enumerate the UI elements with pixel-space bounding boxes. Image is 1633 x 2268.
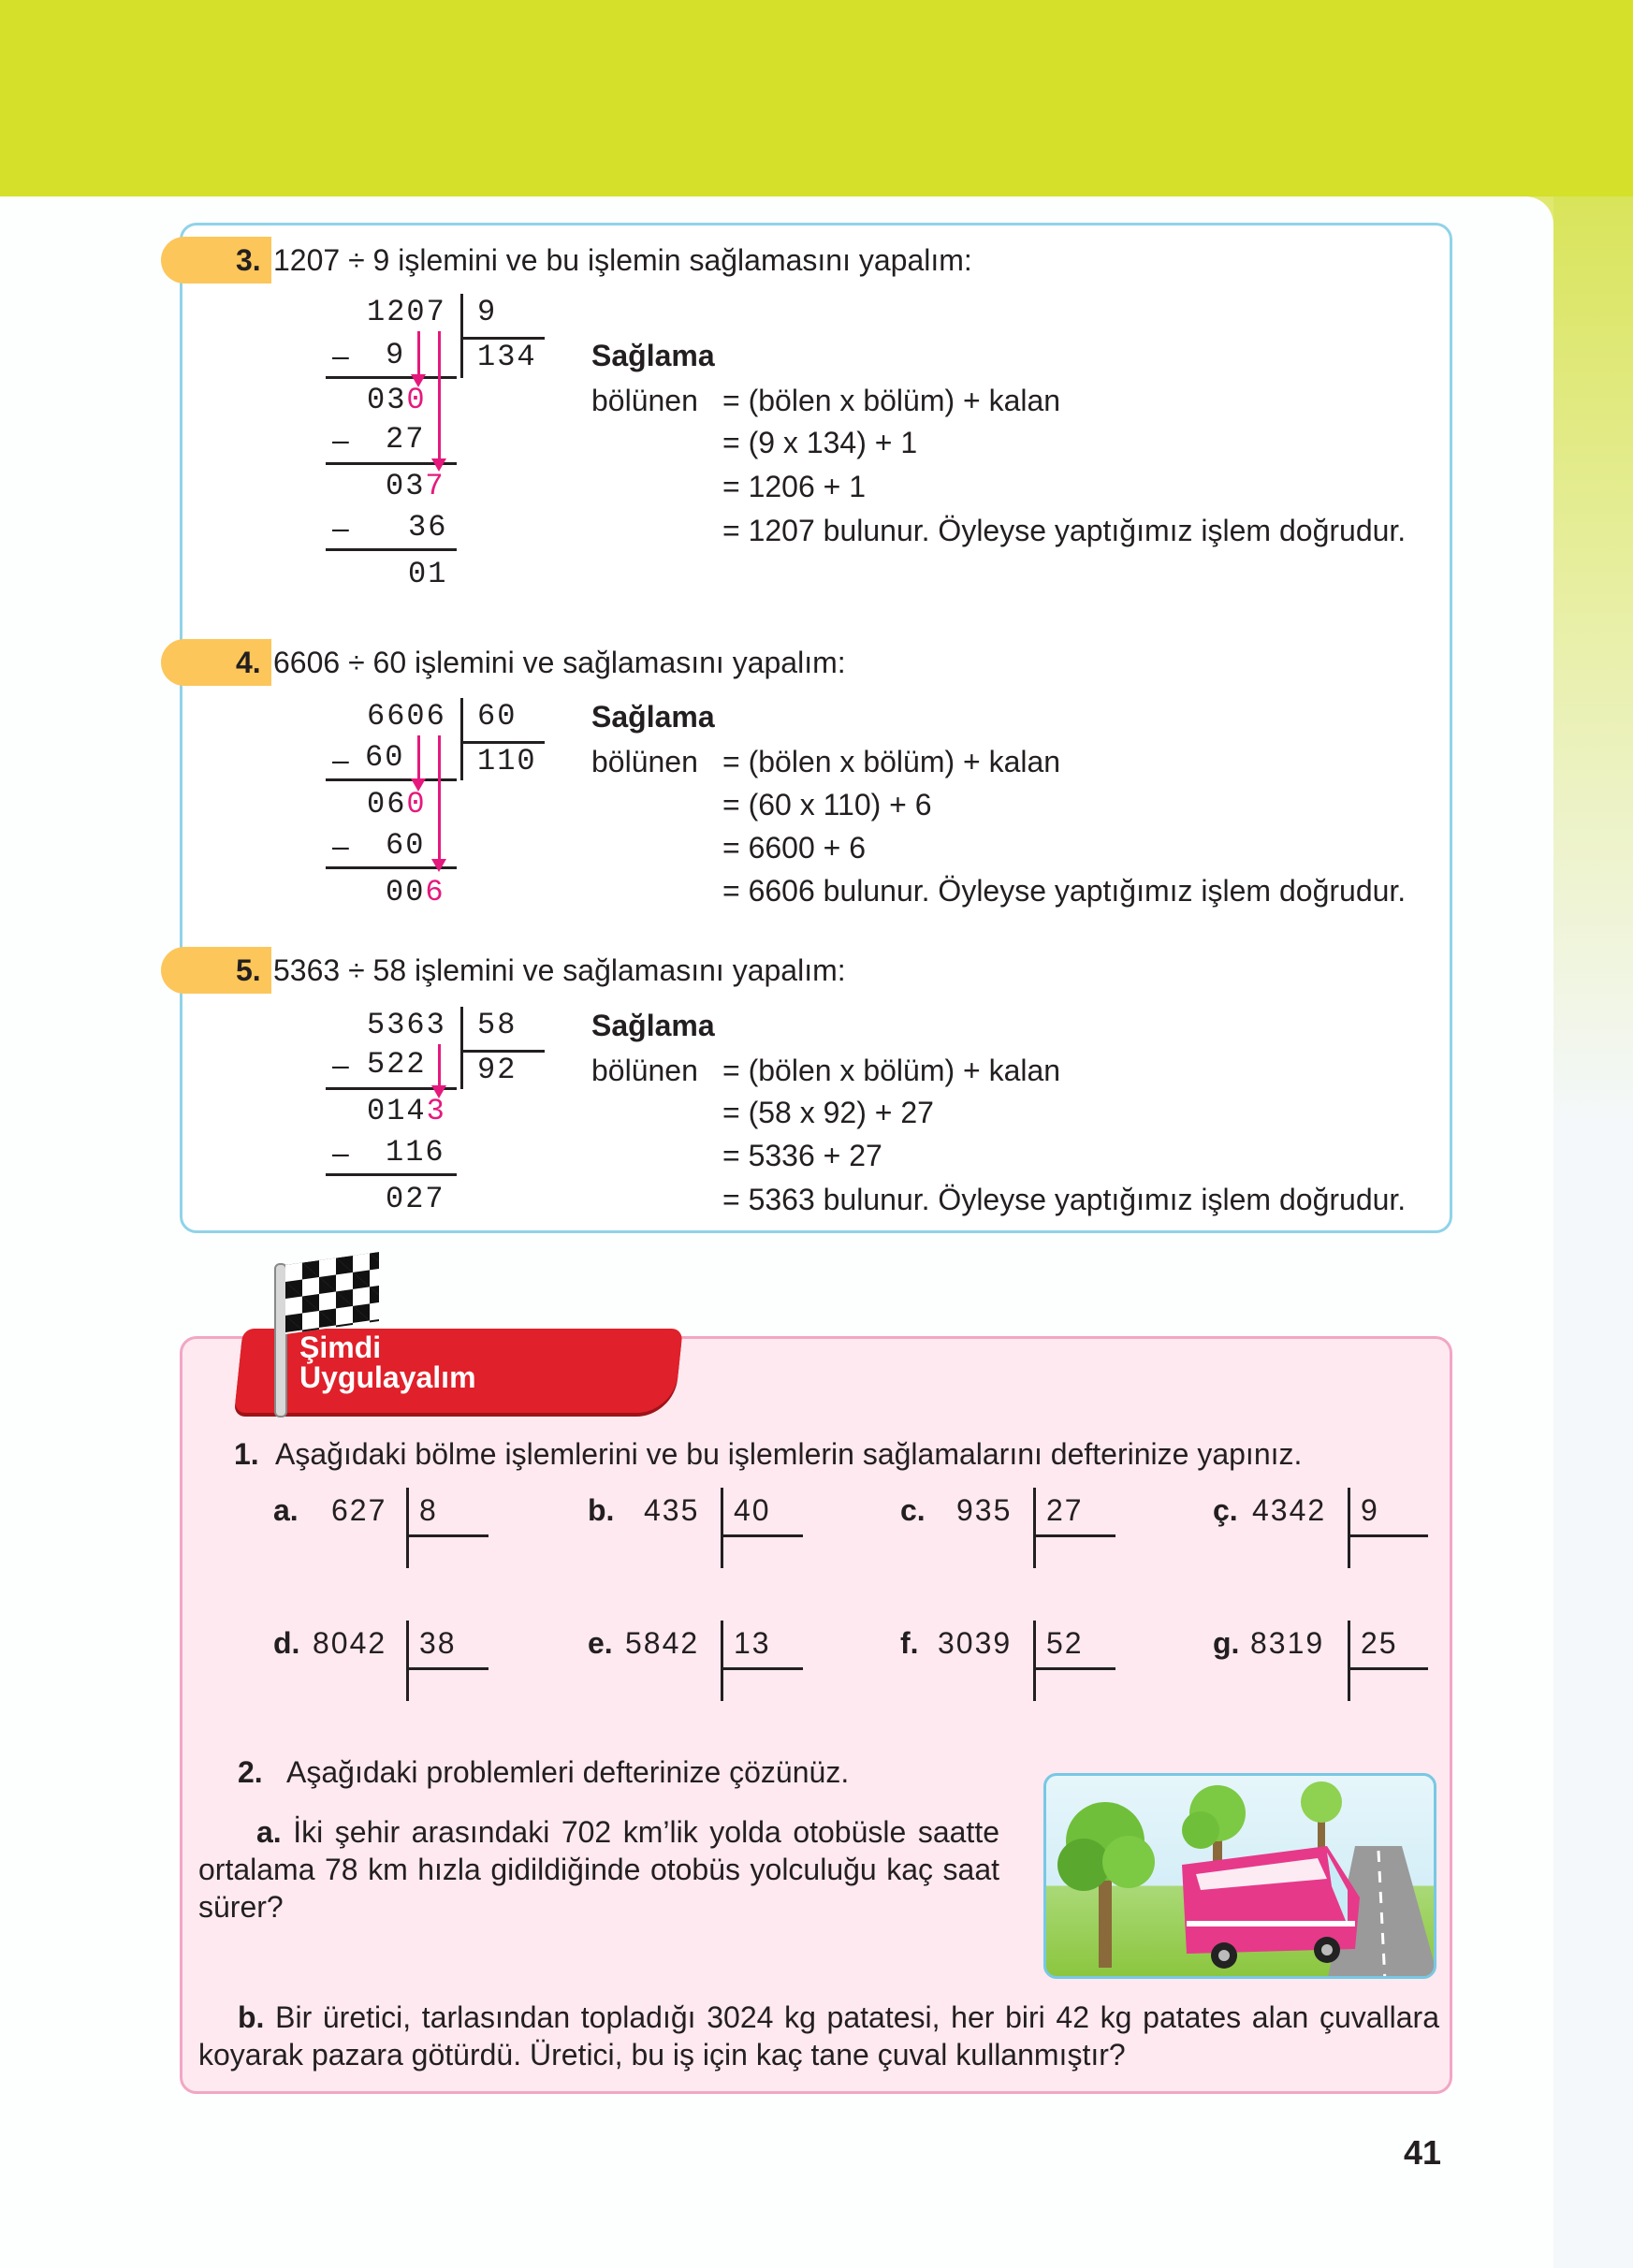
item-label: g.: [1213, 1626, 1240, 1660]
quotient: 134: [477, 340, 537, 374]
check-lhs: bölünen: [591, 1054, 698, 1087]
division-bar: [1033, 1488, 1036, 1568]
dividend: 1207: [367, 295, 446, 329]
divisor-line: [1348, 1667, 1428, 1670]
quotient-bar: [460, 1050, 463, 1089]
minus-sign: –: [332, 743, 349, 777]
example-title: 1207 ÷ 9 işlemini ve bu işlemin sağlamasını yapalım:: [273, 243, 972, 277]
step-line: [326, 376, 457, 379]
divisor-line: [721, 1534, 803, 1537]
step-value: 60: [365, 740, 405, 775]
check-line: = 5363 bulunur. Öyleyse yaptığımız işlem doğrudur.: [722, 1183, 1407, 1216]
problem-a: a. İki şehir arasındaki 702 km’lik yolda otobüsle saatte ortalama 78 km hızla gidildiğinde otobüs yolculuğu kaç saat sürer?: [198, 1815, 1000, 1924]
question-2-text: Aşağıdaki problemleri defterinize çözünüz.: [286, 1755, 850, 1789]
step-value: 037: [386, 469, 445, 503]
divisor-line: [721, 1667, 803, 1670]
item-dividend: 8042: [313, 1626, 387, 1660]
step-line: [326, 548, 457, 551]
minus-sign: –: [332, 511, 349, 545]
item-dividend: 935: [956, 1493, 1013, 1527]
minus-sign: –: [332, 829, 349, 863]
bus-illustration: [1043, 1773, 1436, 1979]
division-bar: [1348, 1621, 1350, 1701]
division-bar: [721, 1488, 723, 1568]
bring-down-arrow: [438, 735, 441, 863]
check-line: = 5336 + 27: [722, 1139, 882, 1172]
bus-scene-icon: [1046, 1776, 1436, 1979]
header-band: [0, 0, 1633, 196]
item-label: d.: [273, 1626, 300, 1660]
item-divisor: 13: [734, 1626, 771, 1660]
checkered-flag-icon: [285, 1252, 379, 1334]
check-line: = 6606 bulunur. Öyleyse yaptığımız işlem doğrudur.: [722, 874, 1407, 908]
item-dividend: 8319: [1250, 1626, 1325, 1660]
divisor: 60: [477, 699, 518, 734]
item-divisor: 52: [1046, 1626, 1084, 1660]
minus-sign: –: [332, 423, 349, 457]
item-label: c.: [900, 1493, 926, 1527]
division-bar: [460, 294, 463, 339]
division-bar: [721, 1621, 723, 1701]
item-label: f.: [900, 1626, 919, 1660]
banner-title: Şimdi Uygulayalım: [299, 1330, 476, 1394]
step-value: 9: [386, 338, 406, 372]
divisor-line: [1348, 1534, 1428, 1537]
item-dividend: 3039: [938, 1626, 1013, 1660]
check-title: Sağlama: [591, 700, 715, 734]
example-number: 4.: [236, 646, 261, 679]
divisor-line: [406, 1534, 488, 1537]
item-divisor: 38: [419, 1626, 457, 1660]
check-line: = 1206 + 1: [722, 470, 867, 503]
item-label: a.: [273, 1493, 299, 1527]
division-bar: [1348, 1488, 1350, 1568]
division-bar: [406, 1488, 409, 1568]
dividend: 6606: [367, 699, 446, 734]
item-dividend: 5842: [625, 1626, 700, 1660]
step-value: 60: [386, 828, 426, 863]
quotient: 92: [477, 1053, 518, 1087]
problem-b: b. Bir üretici, tarlasından topladığı 3024 kg patatesi, her biri 42 kg patates alan çuvallara koyarak pazara götürdü. Üretici, bu iş için kaç tane çuval kullanmıştır?: [198, 2000, 1440, 2072]
check-title: Sağlama: [591, 1009, 715, 1042]
question-1-text: Aşağıdaki bölme işlemlerini ve bu işlemlerin sağlamalarını defterinize yapınız.: [275, 1437, 1303, 1471]
division-bar: [406, 1621, 409, 1701]
example-title: 5363 ÷ 58 işlemini ve sağlamasını yapalım:: [273, 953, 846, 987]
dividend: 5363: [367, 1008, 446, 1042]
divisor-line: [1033, 1667, 1115, 1670]
minus-sign: –: [332, 1136, 349, 1170]
example-number: 3.: [236, 243, 261, 277]
item-dividend: 627: [331, 1493, 387, 1527]
item-divisor: 25: [1361, 1626, 1398, 1660]
check-line: = (9 x 134) + 1: [722, 426, 918, 459]
step-value: 0143: [367, 1094, 446, 1128]
check-line: = (bölen x bölüm) + kalan: [722, 384, 1061, 417]
minus-sign: –: [332, 1048, 349, 1082]
step-value: 522: [367, 1047, 427, 1082]
item-divisor: 9: [1361, 1493, 1379, 1527]
divisor: 9: [477, 295, 498, 329]
item-dividend: 435: [644, 1493, 700, 1527]
bring-down-arrow: [417, 735, 420, 782]
example-number: 5.: [236, 953, 261, 987]
bring-down-arrow: [438, 331, 441, 462]
step-value: 27: [386, 422, 426, 457]
quotient-bar: [460, 337, 463, 378]
division-bar: [460, 698, 463, 743]
question-2: 2.: [238, 1755, 263, 1789]
divisor-line: [1033, 1534, 1115, 1537]
check-lhs: bölünen: [591, 384, 698, 417]
check-line: = (58 x 92) + 27: [722, 1096, 934, 1129]
divisor: 58: [477, 1008, 518, 1042]
division-bar: [460, 1007, 463, 1052]
check-line: = (bölen x bölüm) + kalan: [722, 1054, 1061, 1087]
item-label: e.: [588, 1626, 613, 1660]
item-dividend: 4342: [1252, 1493, 1327, 1527]
item-label: b.: [588, 1493, 615, 1527]
divisor-line: [406, 1667, 488, 1670]
check-line: = 6600 + 6: [722, 831, 867, 865]
quotient: 110: [477, 744, 537, 778]
item-divisor: 27: [1046, 1493, 1084, 1527]
check-line: = 1207 bulunur. Öyleyse yaptığımız işlem doğrudur.: [722, 514, 1407, 547]
check-line: = (bölen x bölüm) + kalan: [722, 745, 1061, 778]
item-divisor: 40: [734, 1493, 771, 1527]
bring-down-arrow: [438, 1044, 441, 1089]
quotient-bar: [460, 741, 463, 780]
step-value: 027: [386, 1182, 445, 1216]
question-1: 1.: [234, 1437, 259, 1471]
division-bar: [1033, 1621, 1036, 1701]
step-line: [326, 1173, 457, 1176]
step-value: 060: [367, 787, 427, 821]
page-number: 41: [1404, 2133, 1442, 2172]
step-value: 36: [408, 510, 448, 545]
step-line: [326, 778, 457, 781]
check-line: = (60 x 110) + 6: [722, 788, 932, 821]
bring-down-arrow: [417, 331, 420, 378]
side-strip: [1553, 196, 1633, 2268]
example-title: 6606 ÷ 60 işlemini ve sağlamasını yapalım:: [273, 646, 846, 679]
step-value: 006: [386, 875, 445, 909]
step-value: 030: [367, 383, 427, 417]
item-label: ç.: [1213, 1493, 1238, 1527]
step-value: 116: [386, 1135, 445, 1170]
check-title: Sağlama: [591, 339, 715, 372]
check-lhs: bölünen: [591, 745, 698, 778]
step-value: 01: [408, 557, 448, 591]
item-divisor: 8: [419, 1493, 438, 1527]
minus-sign: –: [332, 339, 349, 372]
